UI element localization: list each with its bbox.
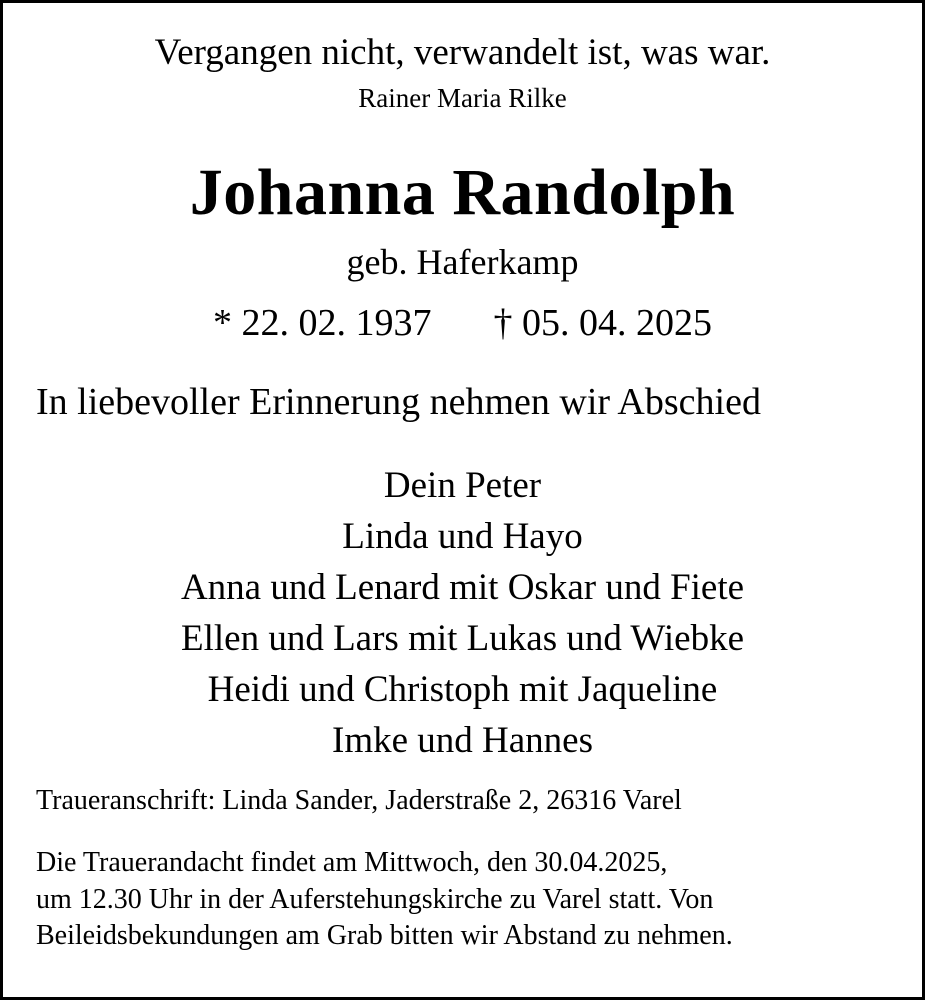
life-dates [3,299,922,347]
quote-text: Vergangen nicht, verwandelt ist, was war. [154,32,771,73]
mourning-address: Traueranschrift: Linda Sander, Jaderstraße 2, 26316 Varel [36,785,682,816]
service-line: Die Trauerandacht findet am Mittwoch, den 30.04.2025, [36,847,668,878]
mourner-line: Imke und Hannes [332,720,593,761]
service-info [36,845,902,955]
mourner-line: Ellen und Lars mit Lukas und Wiebke [181,618,744,659]
service-line: um 12.30 Uhr in der Auferstehungskirche zu Varel statt. Von [36,883,714,915]
mourner-line: Linda und Hayo [342,516,583,557]
memorial-line: In liebevoller Erinnerung nehmen wir Abschied [36,381,761,423]
mourner-line: Dein Peter [383,465,542,506]
birth-name: geb. Haferkamp [346,242,579,282]
birth-date: * 22. 02. 1937 [213,302,432,344]
mourners-list [3,460,922,766]
deceased-name: Johanna Randolph [189,156,736,229]
service-line: Beileidsbekundungen am Grab bitten wir Abstand zu nehmen. [36,920,733,951]
quote-author: Rainer Maria Rilke [358,83,567,113]
mourner-line: Anna und Lenard mit Oskar und Fiete [180,567,745,608]
mourner-line: Heidi und Christoph mit Jaqueline [207,669,718,710]
death-date: † 05. 04. 2025 [493,302,712,344]
